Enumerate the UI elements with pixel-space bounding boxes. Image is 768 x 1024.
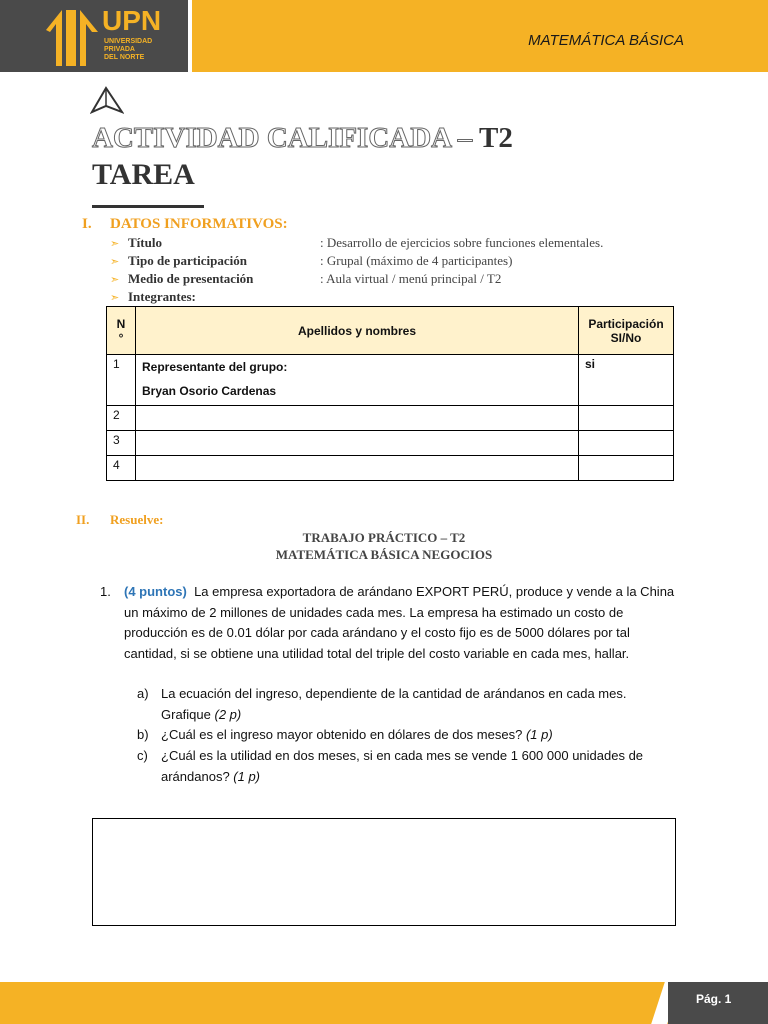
row-participation[interactable]: si bbox=[579, 355, 674, 406]
upn-arrow-icon bbox=[44, 6, 100, 68]
header-name: Apellidos y nombres bbox=[136, 307, 579, 355]
table-header-row bbox=[107, 307, 674, 355]
row-participation[interactable] bbox=[579, 431, 674, 456]
bullet-arrow-icon: ➣ bbox=[110, 238, 120, 250]
row-name[interactable] bbox=[136, 406, 579, 431]
practice-title: TRABAJO PRÁCTICO – T2 bbox=[302, 530, 466, 545]
row-name[interactable] bbox=[136, 431, 579, 456]
info-row-titulo: ➣ Título : Desarrollo de ejercicios sobre funciones elementales. bbox=[110, 235, 604, 250]
page-number: Pág. 1 bbox=[696, 992, 732, 1006]
row-name[interactable] bbox=[136, 456, 579, 481]
navigation-arrow-icon bbox=[90, 86, 124, 114]
table-row bbox=[107, 406, 674, 431]
info-row-integrantes: ➣ Integrantes: bbox=[110, 289, 196, 304]
row-number: 3 bbox=[107, 431, 136, 456]
header-bar bbox=[188, 0, 768, 72]
logo-text: UPN bbox=[102, 5, 162, 36]
header-participation: Participación SI/No bbox=[579, 307, 674, 355]
problem-points: (4 puntos) bbox=[124, 584, 187, 599]
row-number: 2 bbox=[107, 406, 136, 431]
problem-statement: (4 puntos) La empresa exportadora de arándano EXPORT PERÚ, produce y vende a la China un máximo de 2 millones de unidades cada mes. La empresa ha estimado un costo de producción es de 0.01 dólar por cada arándano y el costo fijo es de 5000 dólares por tal cantidad, si se obtiene una utilidad total del triple del costo variable en cada mes, hallar. bbox=[124, 584, 675, 661]
upn-logo bbox=[44, 6, 184, 68]
answer-box[interactable] bbox=[92, 818, 676, 926]
row-participation[interactable] bbox=[579, 406, 674, 431]
problem-1 bbox=[100, 582, 680, 661]
row-participation[interactable] bbox=[579, 456, 674, 481]
logo-subtitle: UNIVERSIDAD PRIVADA DEL NORTE bbox=[104, 38, 153, 61]
bullet-arrow-icon: ➣ bbox=[110, 292, 120, 304]
members-table bbox=[106, 306, 674, 481]
row-name[interactable]: Representante del grupo: Bryan Osorio Cardenas bbox=[136, 355, 579, 406]
course-name: MATEMÁTICA BÁSICA bbox=[528, 32, 684, 49]
activity-title: ACTIVIDAD CALIFICADA – T2 bbox=[92, 122, 513, 154]
activity-subtitle: TAREA bbox=[92, 158, 195, 191]
bullet-arrow-icon: ➣ bbox=[110, 256, 120, 268]
table-row bbox=[107, 355, 674, 406]
title-underline bbox=[92, 205, 204, 208]
bullet-arrow-icon: ➣ bbox=[110, 274, 120, 286]
row-number: 1 bbox=[107, 355, 136, 406]
section-heading-datos: I. DATOS INFORMATIVOS: bbox=[82, 216, 288, 232]
info-row-tipo: ➣ Tipo de participación : Grupal (máximo de 4 participantes) bbox=[110, 253, 513, 268]
row-number: 4 bbox=[107, 456, 136, 481]
header-number: N ° bbox=[107, 307, 136, 355]
problem-number: 1. bbox=[100, 584, 111, 599]
table-row bbox=[107, 431, 674, 456]
section-heading-resuelve: II. Resuelve: bbox=[76, 512, 164, 527]
info-row-medio: ➣ Medio de presentación : Aula virtual / menú principal / T2 bbox=[110, 271, 502, 286]
practice-subtitle: MATEMÁTICA BÁSICA NEGOCIOS bbox=[275, 547, 493, 562]
table-row bbox=[107, 456, 674, 481]
